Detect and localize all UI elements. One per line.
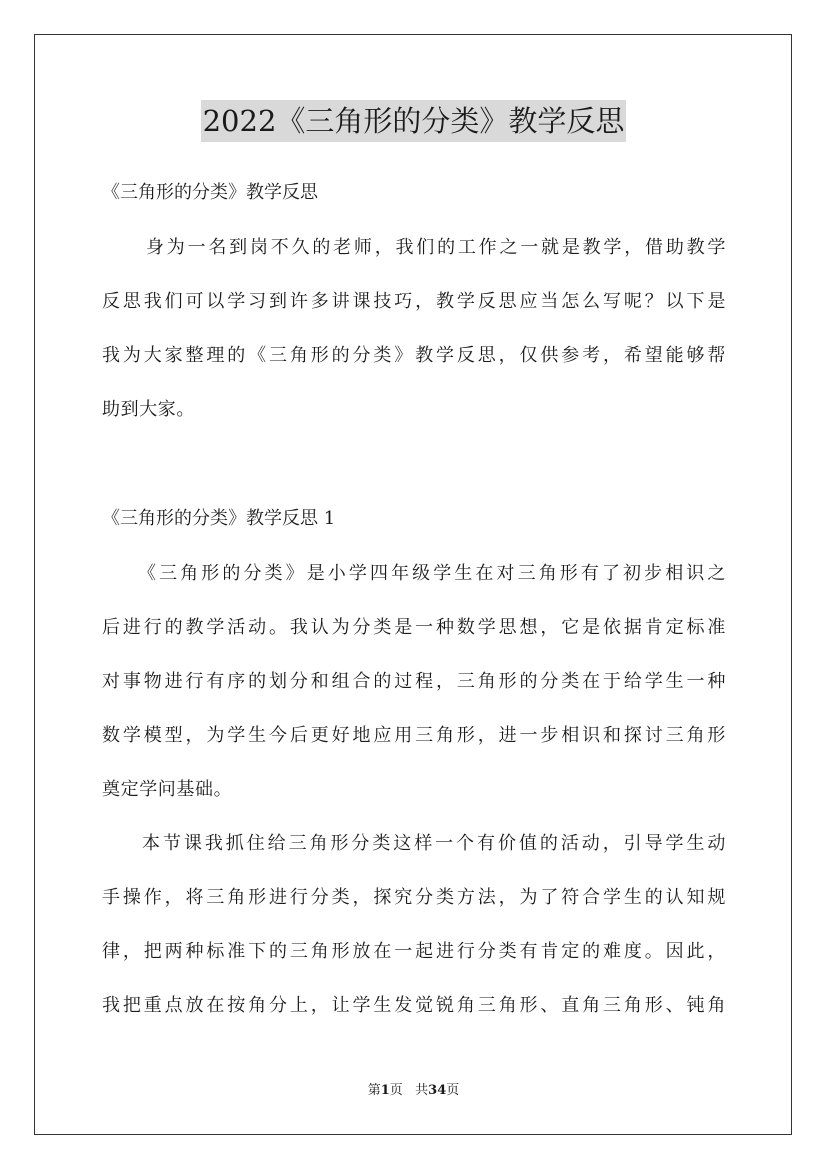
intro-line: 助到大家。: [102, 399, 195, 420]
paragraph1-line: 数学模型，为学生今后更好地应用三角形，进一步相识和探讨三角形: [102, 725, 726, 746]
footer-total-pages: 34: [428, 1083, 447, 1098]
paragraph2-line: 本节课我抓住给三角形分类这样一个有价值的活动，引导学生动: [142, 833, 726, 854]
footer-mid: 页 共: [389, 1083, 429, 1098]
footer-prefix: 第: [367, 1083, 381, 1098]
paragraph1-line: 《三角形的分类》是小学四年级学生在对三角形有了初步相识之: [138, 563, 726, 584]
footer-suffix: 页: [446, 1083, 460, 1098]
title-container: [0, 100, 827, 142]
section-heading: 《三角形的分类》教学反思 1: [102, 508, 336, 529]
paragraph2-line: 律，把两种标准下的三角形放在一起进行分类有肯定的难度。因此，: [102, 941, 726, 962]
document-subtitle: 《三角形的分类》教学反思: [102, 182, 318, 203]
paragraph2-line: 手操作，将三角形进行分类，探究分类方法，为了符合学生的认知规: [102, 887, 726, 908]
paragraph1-line: 对事物进行有序的划分和组合的过程，三角形的分类在于给学生一种: [102, 671, 726, 692]
paragraph1-line: 奠定学问基础。: [102, 779, 233, 800]
intro-line: 反思我们可以学习到许多讲课技巧，教学反思应当怎么写呢？以下是: [102, 291, 726, 312]
document-title: 2022《三角形的分类》教学反思: [201, 100, 627, 142]
paragraph2-line: 我把重点放在按角分上，让学生发觉锐角三角形、直角三角形、钝角: [102, 995, 726, 1016]
footer-page-number: 1: [380, 1083, 390, 1098]
intro-line: 身为一名到岗不久的老师，我们的工作之一就是教学，借助教学: [146, 237, 726, 258]
paragraph1-line: 后进行的教学活动。我认为分类是一种数学思想，它是依据肯定标准: [102, 617, 726, 638]
intro-line: 我为大家整理的《三角形的分类》教学反思，仅供参考，希望能够帮: [102, 345, 726, 366]
page-footer: [0, 1082, 827, 1100]
